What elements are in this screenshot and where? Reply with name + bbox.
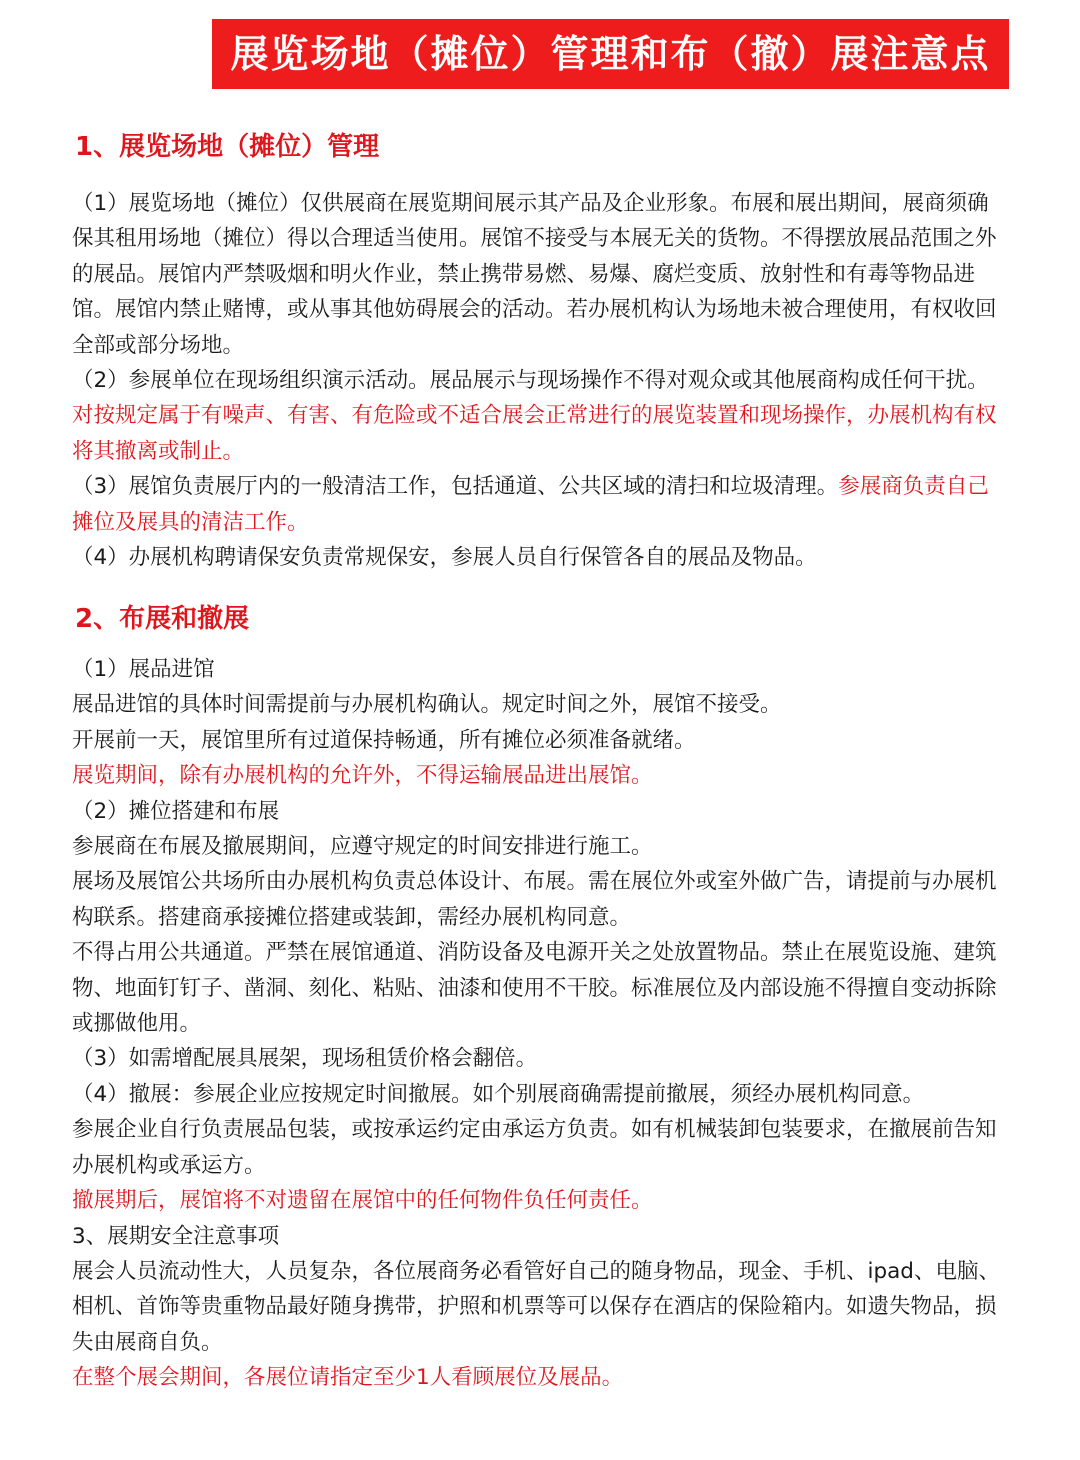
subsection-title: （3）如需增配展具展架，现场租赁价格会翻倍。 (72, 1046, 538, 1072)
section-body-site-management (72, 186, 1002, 575)
subsection-title: （2）摊位搭建和布展 (72, 798, 280, 824)
highlighted-text: 在整个展会期间，各展位请指定至少1人看顾展位及展品。 (72, 1365, 624, 1391)
paragraph: 展场及展馆公共场所由办展机构负责总体设计、布展。需在展位外或室外做广告，请提前与办展机构联系。搭建商承接摊位搭建或装卸，需经办展机构同意。 (72, 869, 997, 930)
paragraph: 展会人员流动性大，人员复杂，各位展商务必看管好自己的随身物品，现金、手机、ipad、电脑、相机、首饰等贵重物品最好随身携带，护照和机票等可以保存在酒店的保险箱内。如遗失物品，损失由展商自负。 (72, 1258, 1000, 1355)
paragraph: （3）展馆负责展厅内的一般清洁工作，包括通道、公共区域的清扫和垃圾清理。 (72, 474, 839, 500)
paragraph: 参展商在布展及撤展期间，应遵守规定的时间安排进行施工。 (72, 834, 653, 860)
section-heading-site-management: 1、展览场地（摊位）管理 (75, 132, 380, 162)
page-title: 展览场地（摊位）管理和布（撤）展注意点 (212, 19, 1009, 89)
highlighted-text: 参展商负责自己摊位及展具的清洁工作。 (72, 474, 989, 535)
paragraph: （4）办展机构聘请保安负责常规保安，参展人员自行保管各自的展品及物品。 (72, 545, 817, 571)
subsection-title: （1）展品进馆 (72, 657, 215, 682)
paragraph: （1）展览场地（摊位）仅供展商在展览期间展示其产品及企业形象。布展和展出期间，展商须确保其租用场地（摊位）得以合理适当使用。展馆不接受与本展无关的货物。不得摆放展品范围之外的展品。展馆内严禁吸烟和明火作业，禁止携带易燃、易爆、腐烂变质、放射性和有毒等物品进馆。展馆内禁止赌博，或从事其他妨碍展会的活动。若办展机构认为场地未被合理使用，有权收回全部或部分场地。 (72, 191, 997, 358)
subsection-title: （4）撤展：参展企业应按规定时间撤展。如个别展商确需提前撤展，须经办展机构同意。 (72, 1081, 925, 1107)
paragraph: 开展前一天，展馆里所有过道保持畅通，所有摊位必须准备就绪。 (72, 727, 696, 753)
paragraph: 参展企业自行负责展品包装，或按承运约定由承运方负责。如有机械装卸包装要求，在撤展前告知办展机构或承运方。 (72, 1117, 997, 1178)
paragraph: （2）参展单位在现场组织演示活动。展品展示与现场操作不得对观众或其他展商构成任何干扰。 (72, 368, 989, 394)
section-body-setup-teardown (72, 652, 1002, 1396)
section-heading-safety: 3、展期安全注意事项 (72, 1223, 280, 1249)
highlighted-text: 对按规定属于有噪声、有害、有危险或不适合展会正常进行的展览装置和现场操作，办展机构有权将其撤离或制止。 (72, 403, 997, 464)
paragraph: 展品进馆的具体时间需提前与办展机构确认。规定时间之外，展馆不接受。 (72, 692, 782, 718)
paragraph: 不得占用公共通道。严禁在展馆通道、消防设备及电源开关之处放置物品。禁止在展览设施、建筑物、地面钉钉子、凿洞、刻化、粘贴、油漆和使用不干胶。标准展位及内部设施不得擅自变动拆除或挪做他用。 (72, 940, 997, 1037)
highlighted-text: 撤展期后，展馆将不对遗留在展馆中的任何物件负任何责任。 (72, 1188, 653, 1214)
highlighted-text: 展览期间，除有办展机构的允许外，不得运输展品进出展馆。 (72, 763, 653, 789)
section-heading-setup-teardown: 2、布展和撤展 (75, 604, 250, 634)
